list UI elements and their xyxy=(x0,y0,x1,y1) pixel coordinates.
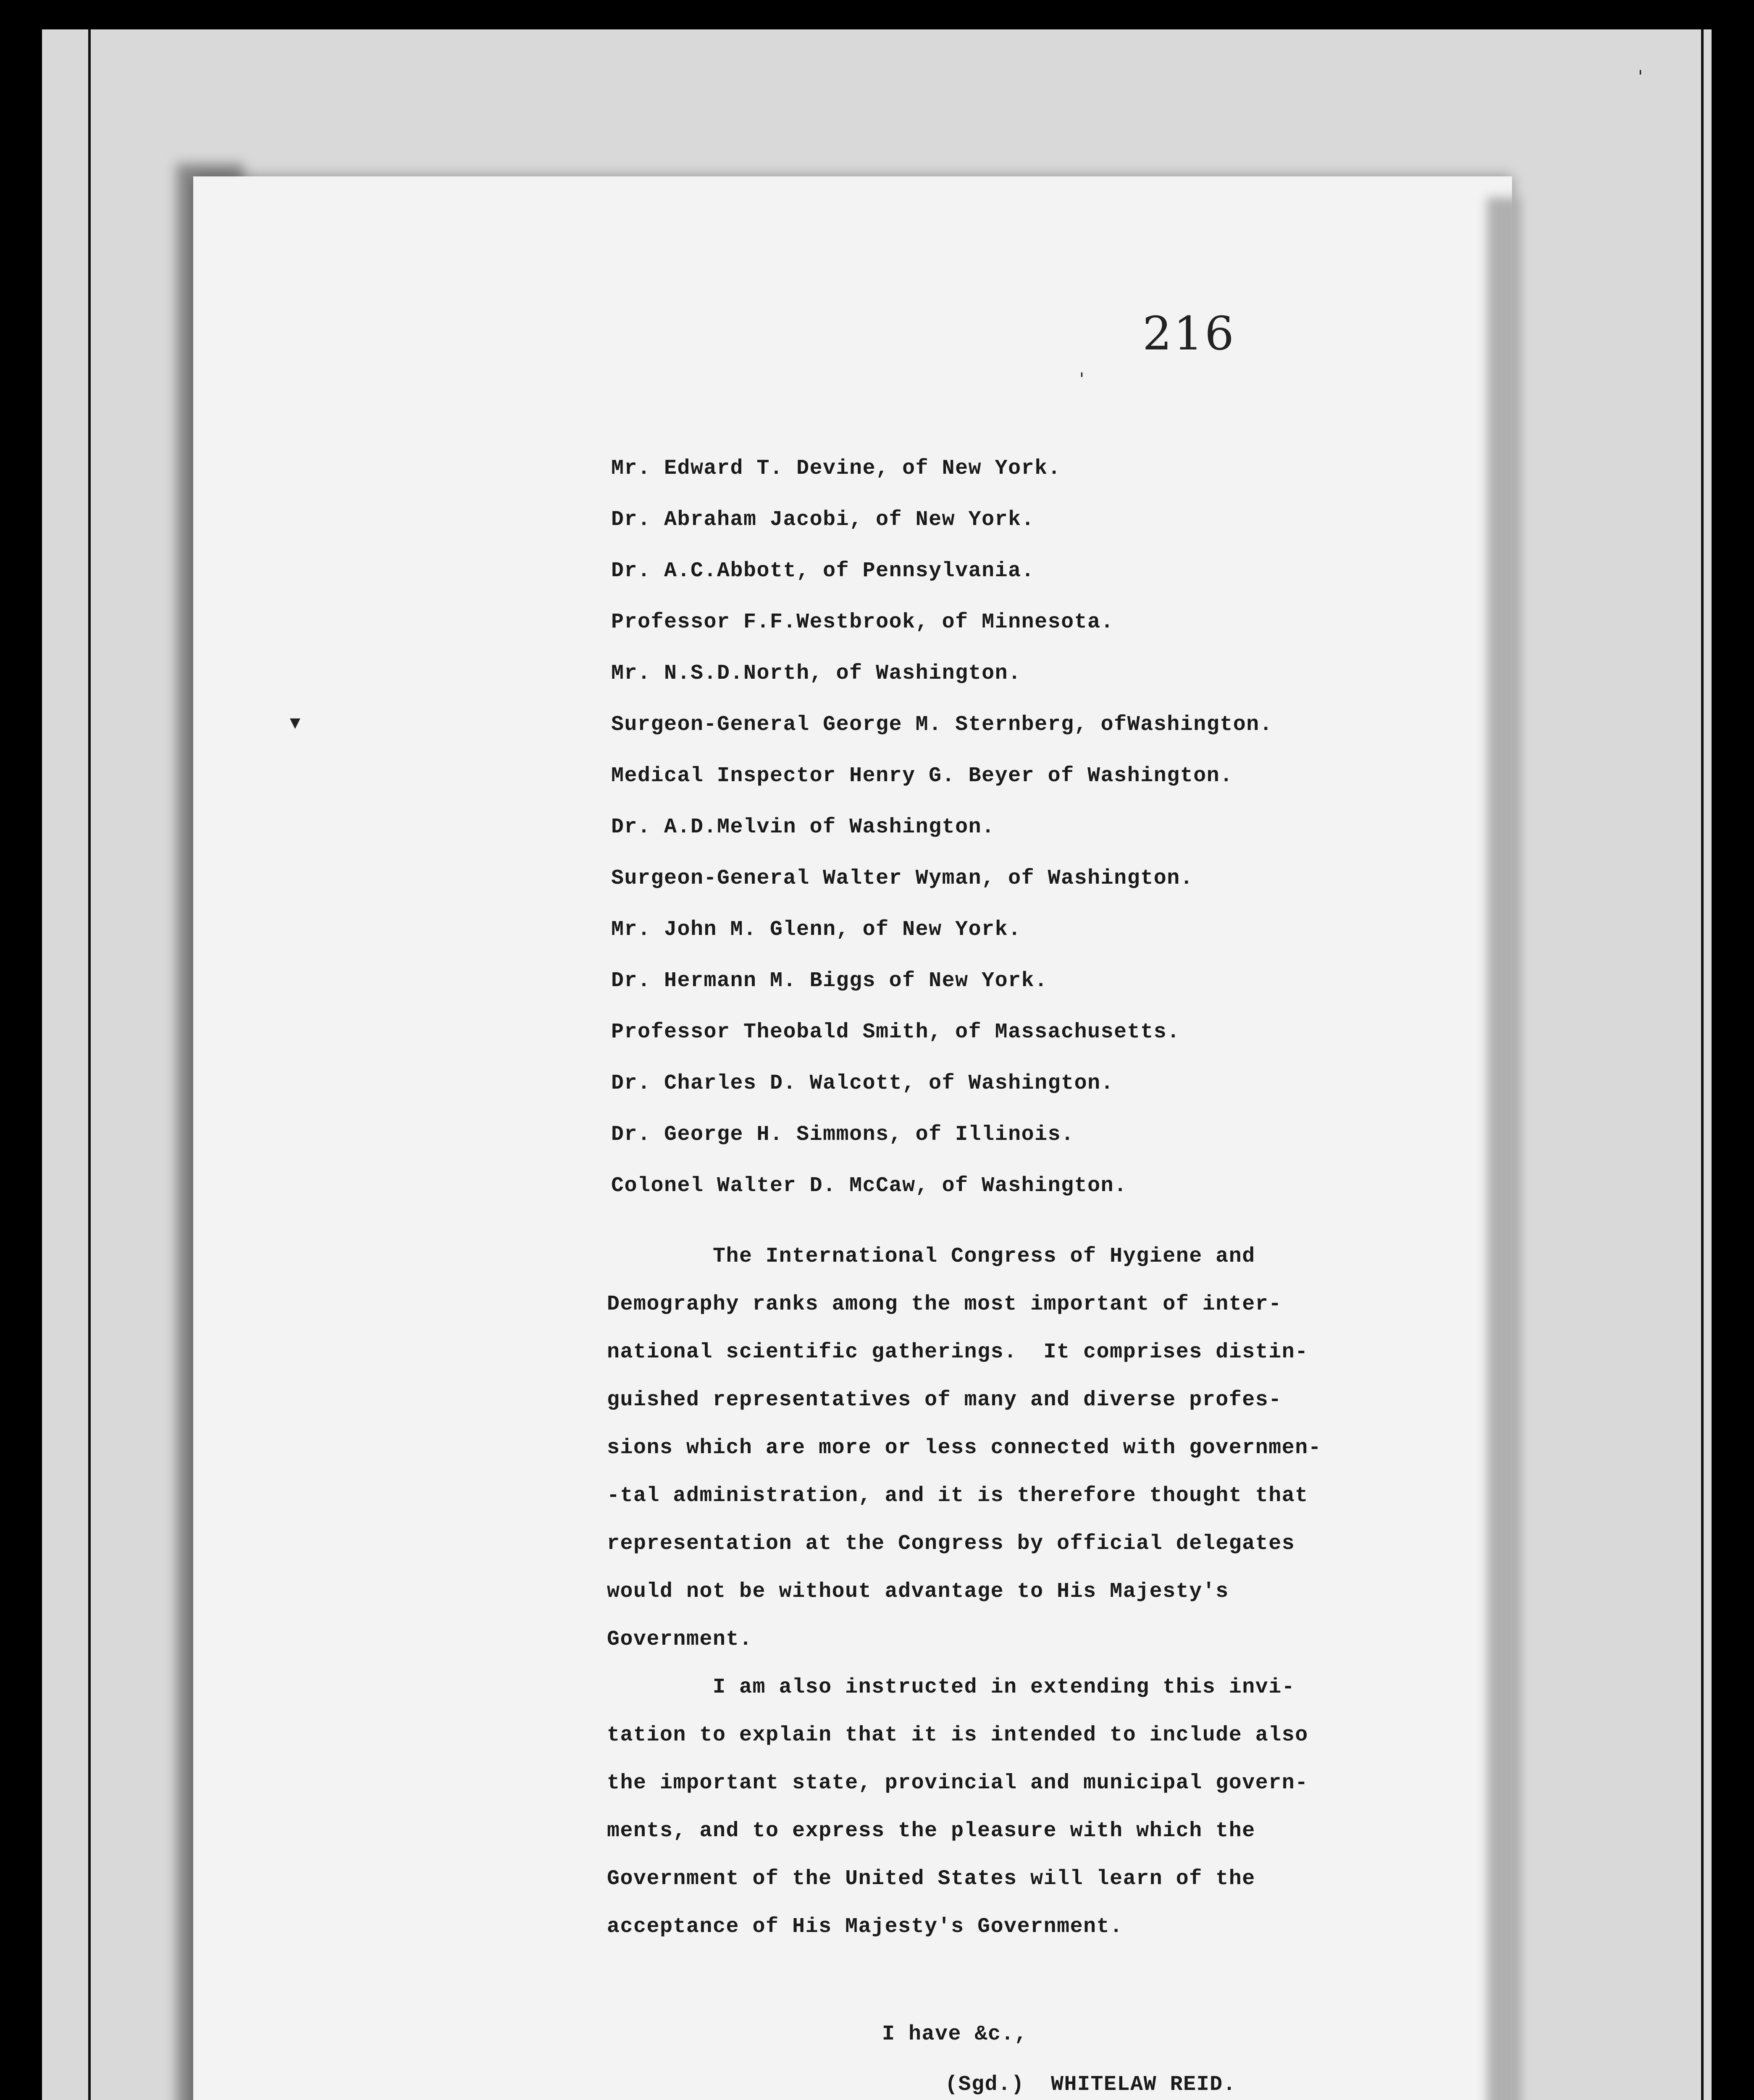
body-line: national scientific gatherings. It comprises distin- xyxy=(607,1340,1308,1364)
frame-border-left xyxy=(88,29,91,2100)
page-shadow-right xyxy=(1487,197,1520,2100)
delegate-entry: Dr. Charles D. Walcott, of Washington. xyxy=(611,1071,1114,1095)
delegate-entry: Mr. Edward T. Devine, of New York. xyxy=(611,457,1061,480)
body-line: the important state, provincial and municipal govern- xyxy=(607,1771,1308,1795)
delegate-entry: Mr. N.S.D.North, of Washington. xyxy=(611,662,1021,685)
body-line: ments, and to express the pleasure with which the xyxy=(607,1819,1255,1843)
body-line: acceptance of His Majesty's Government. xyxy=(607,1915,1123,1939)
body-line: Demography ranks among the most important of inter- xyxy=(607,1292,1282,1316)
frame-border-right xyxy=(1701,29,1704,2100)
delegate-entry: Mr. John M. Glenn, of New York. xyxy=(611,918,1021,942)
body-line: The International Congress of Hygiene and xyxy=(607,1244,1255,1268)
delegate-entry: Dr. Abraham Jacobi, of New York. xyxy=(611,508,1035,532)
body-line: would not be without advantage to His Majesty's xyxy=(607,1580,1229,1604)
delegate-entry: Professor Theobald Smith, of Massachusetts. xyxy=(611,1020,1180,1044)
body-line: -tal administration, and it is therefore thought that xyxy=(607,1484,1308,1508)
body-line: representation at the Congress by official delegates xyxy=(607,1532,1295,1556)
delegate-entry: Dr. George H. Simmons, of Illinois. xyxy=(611,1123,1074,1147)
margin-mark: ' xyxy=(1638,67,1643,87)
delegate-entry: Dr. A.D.Melvin of Washington. xyxy=(611,815,995,839)
delegate-entry: Surgeon-General Walter Wyman, of Washington. xyxy=(611,866,1194,890)
delegate-entry: Medical Inspector Henry G. Beyer of Washington. xyxy=(611,764,1233,788)
margin-mark: ' xyxy=(1079,370,1084,389)
body-line: Government. xyxy=(607,1628,753,1651)
margin-mark: ▾ xyxy=(290,710,301,734)
delegate-entry: Professor F.F.Westbrook, of Minnesota. xyxy=(611,610,1114,634)
closing-salutation: I have &c., xyxy=(882,2022,1028,2046)
body-line: sions which are more or less connected with governmen- xyxy=(607,1436,1322,1460)
body-line: tation to explain that it is intended to include also xyxy=(607,1723,1308,1747)
body-line: guished representatives of many and diverse profes- xyxy=(607,1388,1282,1412)
delegate-list xyxy=(611,443,1273,1212)
body-line: I am also instructed in extending this invi- xyxy=(607,1675,1295,1699)
delegate-entry: Dr. Hermann M. Biggs of New York. xyxy=(611,969,1048,993)
delegate-entry: Dr. A.C.Abbott, of Pennsylvania. xyxy=(611,559,1035,583)
signature: (Sgd.) WHITELAW REID. xyxy=(945,2073,1237,2097)
page-number: 216 xyxy=(1142,307,1236,360)
delegate-entry: Surgeon-General George M. Sternberg, ofWashington. xyxy=(611,713,1273,737)
delegate-entry: Colonel Walter D. McCaw, of Washington. xyxy=(611,1174,1127,1198)
body-line: Government of the United States will learn of the xyxy=(607,1867,1255,1891)
letter-body xyxy=(607,1233,1321,1951)
